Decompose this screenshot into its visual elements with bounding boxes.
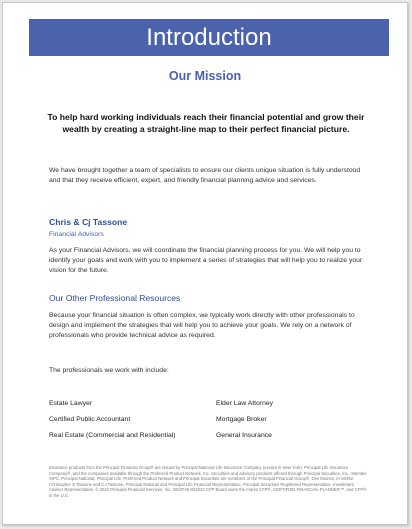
disclaimer-footer: Insurance products from the Principal Financial Group® are issued by Principal National Life Insurance Company (except in New York), Principal Life Insurance Company®, and the companies available through the Preferred Product Network, Inc. Securities and advisory products offered through Principal Securities, Inc., Member SIPC. Principal National, Principal Life, Preferred Product Network and Principal Securities are members of the Principal Financial Group®, Des Moines, IA 50392. Christopher S Tassone and CJ Tassone, Principal National and Principal Life Financial Representative, Principal Securities Registered Representative, Investment Advisor Representative. © 2022 Principal Financial Services, Inc. 2003745-022022 CFP Board owns the marks CFP®, CERTIFIED FINANCIAL PLANNER™, and CFP® in the U.S. <box>49 465 367 498</box>
advisor-role: Financial Advisors <box>49 231 104 238</box>
resources-heading: Our Other Professional Resources <box>49 293 181 303</box>
advisor-names: Chris & Cj Tassone <box>49 217 128 227</box>
intro-paragraph: We have brought together a team of specialists to ensure our clients unique situation is fully understood and that they receive efficient, expert, and friendly financial planning advice and services. <box>49 167 361 185</box>
professional-item: Elder Law Attorney <box>216 400 274 407</box>
professional-item: General Insurance <box>216 432 272 439</box>
professional-item: Real Estate (Commercial and Residential) <box>49 432 176 439</box>
mission-heading: Our Mission <box>168 69 242 83</box>
resources-paragraph: Because your financial situation is often complex, we typically work directly with other professionals to design and implement the strategies that will help you to achieve your goals. We rely on a network of professionals who provide technical advice as required. <box>49 312 355 340</box>
professionals-intro: The professionals we work with include: <box>49 367 169 374</box>
mission-statement: To help hard working individuals reach their financial potential and grow their wealth by creating a straight-line map to their perfect financial picture. <box>47 112 365 134</box>
page-title: Introduction <box>29 19 389 56</box>
professional-item: Mortgage Broker <box>216 416 267 423</box>
advisor-paragraph: As your Financial Advisors, we will coordinate the financial planning process for you. We will help you to identify your goals and work with you to implement a series of strategies that will help you to realize your vision for the future. <box>49 247 363 275</box>
professionals-list <box>49 400 369 439</box>
professional-item: Estate Lawyer <box>49 400 93 407</box>
professional-item: Certified Public Accountant <box>49 416 131 423</box>
document-page <box>2 2 408 525</box>
